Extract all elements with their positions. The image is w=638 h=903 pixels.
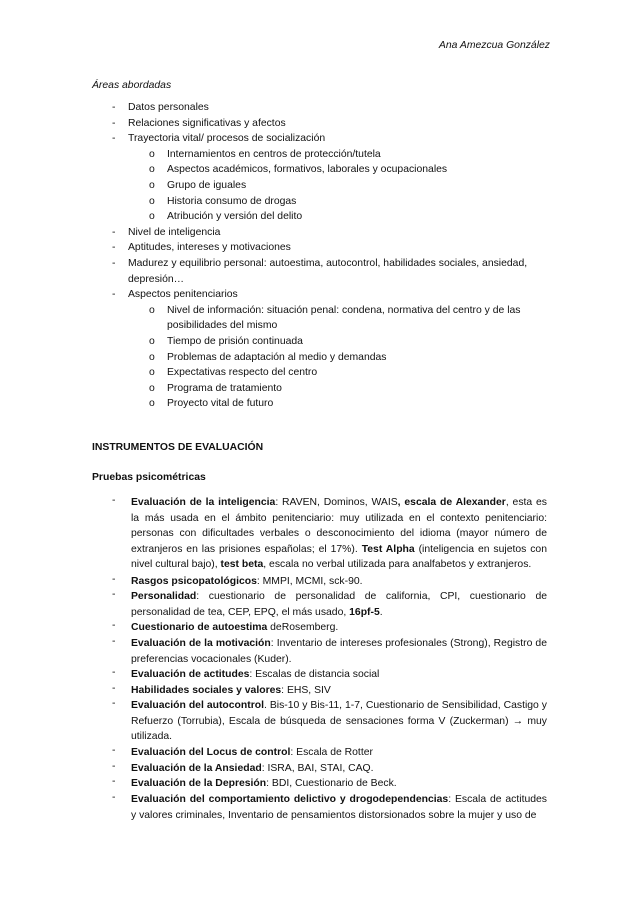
list-item-psicopatologicos: Rasgos psicopatológicos: MMPI, MCMI, sck-90.: [131, 576, 363, 587]
area-subitem-label: posibilidades del mismo: [167, 320, 278, 332]
area-item-label: Datos personales: [128, 102, 209, 113]
bullet-dash: -: [112, 589, 116, 600]
bullet-dash: -: [112, 636, 116, 647]
area-subitem-label: Historia consumo de drogas: [167, 195, 297, 207]
circle-bullet-icon: o: [149, 211, 155, 223]
bullet-dash: -: [112, 667, 116, 678]
area-subitem-label: Aspectos académicos, formativos, laborales y ocupacionales: [167, 164, 448, 176]
circle-bullet-icon: o: [149, 336, 155, 347]
area-subitem-label: Atribución y versión del delito: [167, 211, 303, 223]
bullet-dash: -: [112, 620, 116, 631]
bullet-dash: -: [112, 495, 116, 506]
area-item-label: Madurez y equilibrio personal: autoestima, autocontrol, habilidades sociales, ansiedad,: [128, 258, 528, 269]
bullet-dash: -: [112, 102, 116, 113]
author-header: Ana Amezcua González: [438, 40, 550, 51]
area-subitem-label: Grupo de iguales: [167, 180, 247, 191]
subsection-title: Pruebas psicométricas: [92, 472, 206, 483]
area-item-label: Nivel de inteligencia: [128, 226, 221, 238]
area-item-label: Relaciones significativas y afectos: [128, 117, 286, 129]
list-item-actitudes: Evaluación de actitudes: Escalas de distancia social: [131, 669, 380, 680]
bullet-dash: -: [112, 226, 116, 238]
bullet-dash: -: [112, 117, 116, 129]
area-subitem-label: Expectativas respecto del centro: [167, 367, 318, 379]
area-subitem-label: Nivel de información: situación penal: condena, normativa del centro y de las: [167, 304, 521, 316]
bullet-dash: -: [112, 133, 116, 145]
bullet-dash: -: [112, 698, 116, 709]
list-item-locus: Evaluación del Locus de control: Escala de Rotter: [131, 747, 373, 758]
circle-bullet-icon: o: [149, 195, 155, 207]
bullet-dash: -: [112, 776, 116, 787]
bullet-dash: -: [112, 258, 116, 269]
list-item-personalidad: Personalidad: cuestionario de personalidad de california, CPI, cuestionario de personalidad de tea, CEP, EPQ, el más usado, 16pf-5.: [131, 591, 547, 618]
bullet-dash: -: [112, 574, 116, 585]
circle-bullet-icon: o: [149, 304, 155, 316]
bullet-dash: -: [112, 761, 116, 772]
area-subitem-label: Proyecto vital de futuro: [167, 398, 274, 410]
area-item-label: Aspectos penitenciarios: [128, 289, 238, 301]
area-subitem-label: Programa de tratamiento: [167, 382, 282, 394]
circle-bullet-icon: o: [149, 164, 155, 176]
area-item-label: depresión…: [128, 273, 185, 285]
circle-bullet-icon: o: [149, 367, 155, 379]
bullet-dash: -: [112, 289, 116, 301]
bullet-dash: -: [112, 683, 116, 694]
area-subitem-label: Problemas de adaptación al medio y demandas: [167, 351, 387, 363]
list-item-autoestima: Cuestionario de autoestima deRosemberg.: [131, 622, 339, 633]
list-item-delictivo: Evaluación del comportamiento delictivo y drogodependencias: Escala de actitudes y valores criminales, Inventario de pensamientos distorsionados sobre la mujer y uso de: [131, 794, 547, 821]
arrow-right-icon: →: [512, 715, 524, 727]
list-item-habilidades: Habilidades sociales y valores: EHS, SIV: [131, 685, 331, 696]
circle-bullet-icon: o: [149, 180, 155, 191]
areas-title: Áreas abordadas: [92, 80, 172, 91]
list-item-inteligencia: Evaluación de la inteligencia: RAVEN, Dominos, WAIS, escala de Alexander, esta es la más usada en el ámbito penitenciario: muy utilizada en el contexto penitenciario: personas con dificultades verbales o desconocimiento del idioma (mayor número de extranjeros en las prisiones españolas; el 17%). Test Alpha (inteligencia en sujetos con nivel cultural bajo), test beta, escala no verbal utilizada para analfabetos y extranjeros.: [131, 497, 547, 570]
section-title: INSTRUMENTOS DE EVALUACIÓN: [92, 442, 264, 453]
circle-bullet-icon: o: [149, 398, 155, 410]
area-item-label: Aptitudes, intereses y motivaciones: [128, 242, 291, 254]
bullet-dash: -: [112, 242, 116, 254]
circle-bullet-icon: o: [149, 382, 155, 394]
bullet-dash: -: [112, 792, 116, 803]
list-item-autocontrol: Evaluación del autocontrol. Bis-10 y Bis-11, 1-7, Cuestionario de Sensibilidad, Castigo y Refuerzo (Torrubia), Escala de búsqueda de sensaciones forma V (Zuckerman) → muy utilizada.: [131, 700, 547, 742]
area-subitem-label: Internamientos en centros de protección/tutela: [167, 148, 381, 160]
circle-bullet-icon: o: [149, 351, 155, 363]
bullet-dash: -: [112, 745, 116, 756]
area-subitem-label: Tiempo de prisión continuada: [167, 336, 303, 347]
list-item-motivacion: Evaluación de la motivación: Inventario de intereses profesionales (Strong), Registro de preferencias vocacionales (Kuder).: [131, 638, 547, 665]
circle-bullet-icon: o: [149, 148, 155, 160]
list-item-depresion: Evaluación de la Depresión: BDI, Cuestionario de Beck.: [131, 778, 397, 789]
list-item-ansiedad: Evaluación de la Ansiedad: ISRA, BAI, STAI, CAQ.: [131, 763, 374, 774]
area-item-label: Trayectoria vital/ procesos de socialización: [128, 133, 326, 145]
